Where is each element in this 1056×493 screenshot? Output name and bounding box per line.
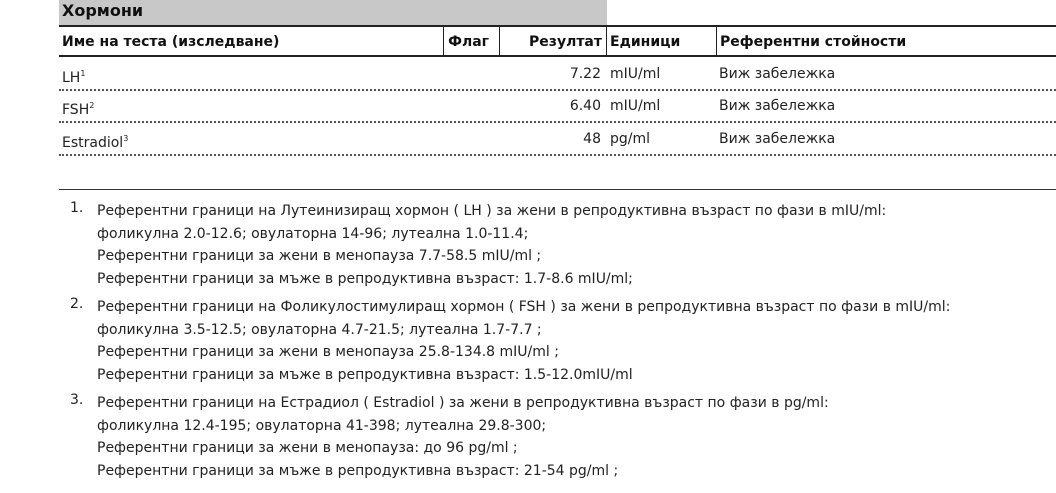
- header-reference: Референтни стойности: [716, 27, 906, 55]
- table-row: [59, 59, 1056, 91]
- test-reference: Виж забележка: [719, 98, 836, 114]
- footnote-line: фоликулна 2.0-12.6; овулаторна 14-96; лутеална 1.0-11.4;: [97, 225, 529, 242]
- test-name: FSH$^2$: [62, 101, 95, 118]
- test-result: 6.40: [569, 98, 601, 114]
- table-row: [59, 91, 1056, 123]
- footnote-line: Референтни граници за жени в менопауза 7.7-58.5 mIU/ml ;: [97, 248, 542, 264]
- test-result: 48: [583, 131, 601, 147]
- test-units: mIU/ml: [610, 66, 661, 82]
- footnote-line: Референтни граници за мъже в репродуктивна възраст: 1.7-8.6 mIU/ml;: [97, 270, 633, 287]
- footnote: [70, 392, 950, 482]
- table-row: [59, 124, 1056, 156]
- footnote-number: 2.: [70, 296, 84, 312]
- footnote-line: Референтни граници на Фоликулостимулиращ хормон ( FSH ) за жени в репродуктивна възраст по фази в mIU/ml:: [97, 299, 951, 315]
- test-reference: Виж забележка: [719, 131, 836, 147]
- test-result: 7.22: [569, 66, 601, 82]
- footnote-line: Референтни граници за жени в менопауза: до 96 pg/ml ;: [97, 440, 518, 456]
- header-units: Единици: [606, 27, 716, 55]
- test-units: mIU/ml: [610, 98, 661, 114]
- footnote-line: Референтни граници за жени в менопауза 25.8-134.8 mIU/ml ;: [97, 344, 559, 360]
- footnote: [70, 200, 950, 290]
- footnotes: [70, 200, 950, 488]
- test-name: Estradiol$^3$: [62, 134, 129, 151]
- footnote-line: фоликулна 3.5-12.5; овулаторна 4.7-21.5; лутеална 1.7-7.7 ;: [97, 321, 542, 338]
- divider: [59, 189, 1056, 190]
- footnote: [70, 296, 950, 386]
- footnote-line: Референтни граници на Естрадиол ( Estradiol ) за жени в репродуктивна възраст по фази в pg/ml:: [97, 395, 829, 411]
- footnote-line: Референтни граници за мъже в репродуктивна възраст: 21-54 pg/ml ;: [97, 462, 619, 479]
- test-reference: Виж забележка: [719, 66, 836, 82]
- footnote-line: Референтни граници на Лутеинизиращ хормон ( LH ) за жени в репродуктивна възраст по фази в mIU/ml:: [97, 203, 887, 219]
- section-title: Хормони: [59, 0, 607, 25]
- test-units: pg/ml: [610, 131, 651, 147]
- footnote-line: Референтни граници за мъже в репродуктивна възраст: 1.5-12.0mIU/ml: [97, 366, 633, 383]
- footnote-number: 1.: [70, 200, 84, 216]
- header-result: Резултат: [499, 27, 606, 55]
- header-flag: Флаг: [443, 27, 499, 55]
- footnote-line: фоликулна 12.4-195; овулаторна 41-398; лутеална 29.8-300;: [97, 417, 547, 434]
- header-test-name: Име на теста (изследване): [62, 34, 280, 50]
- table-header: [59, 25, 1056, 57]
- footnote-number: 3.: [70, 392, 84, 408]
- test-name: $LH^1$: [62, 69, 86, 86]
